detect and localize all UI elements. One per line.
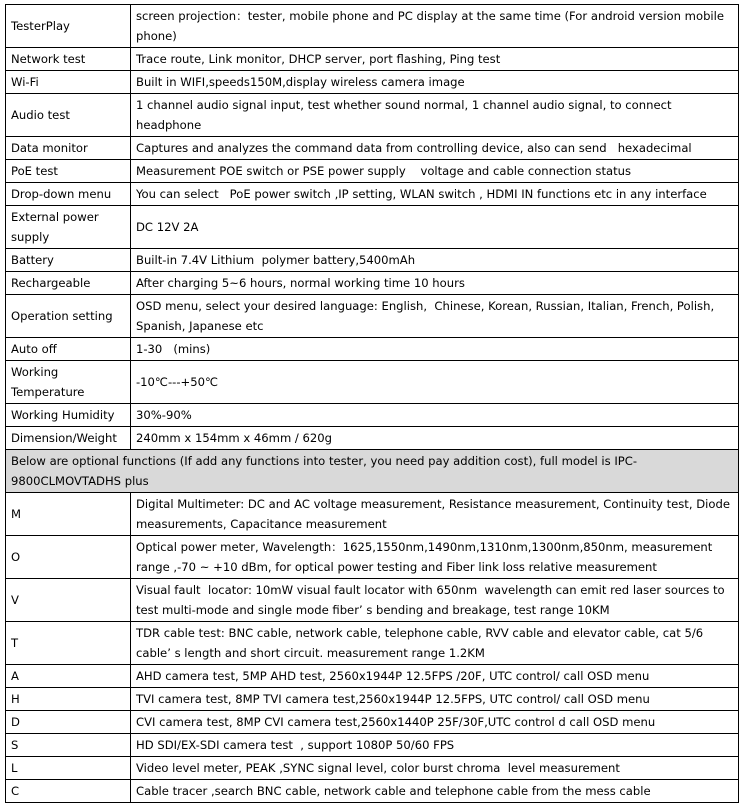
optional-code: D: [6, 711, 131, 734]
optional-row: [6, 665, 739, 688]
optional-row: [6, 493, 739, 536]
optional-code: V: [6, 579, 131, 622]
spec-row: [6, 272, 739, 295]
optional-row: [6, 780, 739, 803]
spec-label: Dimension/Weight: [6, 427, 131, 450]
spec-value: Captures and analyzes the command data from controlling device, also can send hexadecimal: [131, 137, 739, 160]
spec-row: [6, 71, 739, 94]
spec-value: 1-30 (mins): [131, 338, 739, 361]
spec-row: [6, 427, 739, 450]
spec-row: [6, 94, 739, 137]
spec-label: Data monitor: [6, 137, 131, 160]
spec-label: External power supply: [6, 206, 131, 249]
optional-row: [6, 579, 739, 622]
optional-code: O: [6, 536, 131, 579]
spec-label: TesterPlay: [6, 5, 131, 48]
optional-code: C: [6, 780, 131, 803]
spec-value: 30%-90%: [131, 404, 739, 427]
spec-value: Measurement POE switch or PSE power supply voltage and cable connection status: [131, 160, 739, 183]
spec-row: [6, 137, 739, 160]
optional-row: [6, 757, 739, 780]
spec-value: DC 12V 2A: [131, 206, 739, 249]
optional-functions-note: Below are optional functions (If add any functions into tester, you need pay addition cost), full model is IPC-9800CLMOVTADHS plus: [6, 450, 739, 493]
optional-code: H: [6, 688, 131, 711]
spec-value: You can select PoE power switch ,IP setting, WLAN switch , HDMI IN functions etc in any interface: [131, 183, 739, 206]
optional-description: Digital Multimeter: DC and AC voltage measurement, Resistance measurement, Continuity test, Diode measurements, Capacitance measurement: [131, 493, 739, 536]
spec-row: [6, 361, 739, 404]
optional-code: A: [6, 665, 131, 688]
spec-value: Built in WIFI,speeds150M,display wireless camera image: [131, 71, 739, 94]
spec-value: Built-in 7.4V Lithium polymer battery,5400mAh: [131, 249, 739, 272]
optional-functions-note-row: [6, 450, 739, 493]
spec-row: [6, 295, 739, 338]
optional-row: [6, 711, 739, 734]
spec-value: OSD menu, select your desired language: English, Chinese, Korean, Russian, Italian, French, Polish, Spanish, Japanese etc: [131, 295, 739, 338]
optional-description: Cable tracer ,search BNC cable, network cable and telephone cable from the mess cable: [131, 780, 739, 803]
spec-row: [6, 249, 739, 272]
optional-row: [6, 688, 739, 711]
spec-row: [6, 404, 739, 427]
spec-label: Network test: [6, 48, 131, 71]
optional-description: AHD camera test, 5MP AHD test, 2560x1944P 12.5FPS /20F, UTC control/ call OSD menu: [131, 665, 739, 688]
optional-description: TVI camera test, 8MP TVI camera test,2560x1944P 12.5FPS, UTC control/ call OSD menu: [131, 688, 739, 711]
optional-code: M: [6, 493, 131, 536]
optional-description: CVI camera test, 8MP CVI camera test,2560x1440P 25F/30F,UTC control d call OSD menu: [131, 711, 739, 734]
spec-label: Operation setting: [6, 295, 131, 338]
spec-row: [6, 338, 739, 361]
optional-description: Optical power meter, Wavelength：1625,1550nm,1490nm,1310nm,1300nm,850nm, measurement range ,-70 ~ +10 dBm, for optical power testing and Fiber link loss relative measurement: [131, 536, 739, 579]
spec-row: [6, 48, 739, 71]
spec-label: Working Humidity: [6, 404, 131, 427]
spec-label: Battery: [6, 249, 131, 272]
spec-label: Auto off: [6, 338, 131, 361]
optional-description: TDR cable test: BNC cable, network cable, telephone cable, RVV cable and elevator cable, cat 5/6 cable’ s length and short circuit. measurement range 1.2KM: [131, 622, 739, 665]
spec-label: Wi-Fi: [6, 71, 131, 94]
optional-code: T: [6, 622, 131, 665]
spec-value: After charging 5~6 hours, normal working time 10 hours: [131, 272, 739, 295]
spec-table-body: [6, 5, 739, 803]
optional-description: Visual fault locator: 10mW visual fault locator with 650nm wavelength can emit red laser sources to test multi-mode and single mode fiber’ s bending and breakage, test range 10KM: [131, 579, 739, 622]
spec-label: Rechargeable: [6, 272, 131, 295]
spec-value: screen projection：tester, mobile phone and PC display at the same time (For android version mobile phone): [131, 5, 739, 48]
optional-row: [6, 734, 739, 757]
spec-value: 240mm x 154mm x 46mm / 620g: [131, 427, 739, 450]
spec-label: Audio test: [6, 94, 131, 137]
spec-label: PoE test: [6, 160, 131, 183]
spec-row: [6, 5, 739, 48]
optional-code: S: [6, 734, 131, 757]
spec-value: 1 channel audio signal input, test whether sound normal, 1 channel audio signal, to connect headphone: [131, 94, 739, 137]
optional-code: L: [6, 757, 131, 780]
spec-row: [6, 183, 739, 206]
spec-value: -10℃---+50℃: [131, 361, 739, 404]
optional-description: Video level meter, PEAK ,SYNC signal level, color burst chroma level measurement: [131, 757, 739, 780]
spec-table: [5, 4, 739, 803]
spec-row: [6, 206, 739, 249]
optional-description: HD SDI/EX-SDI camera test , support 1080P 50/60 FPS: [131, 734, 739, 757]
optional-row: [6, 622, 739, 665]
optional-row: [6, 536, 739, 579]
spec-row: [6, 160, 739, 183]
spec-value: Trace route, Link monitor, DHCP server, port flashing, Ping test: [131, 48, 739, 71]
spec-label: Drop-down menu: [6, 183, 131, 206]
spec-label: Working Temperature: [6, 361, 131, 404]
